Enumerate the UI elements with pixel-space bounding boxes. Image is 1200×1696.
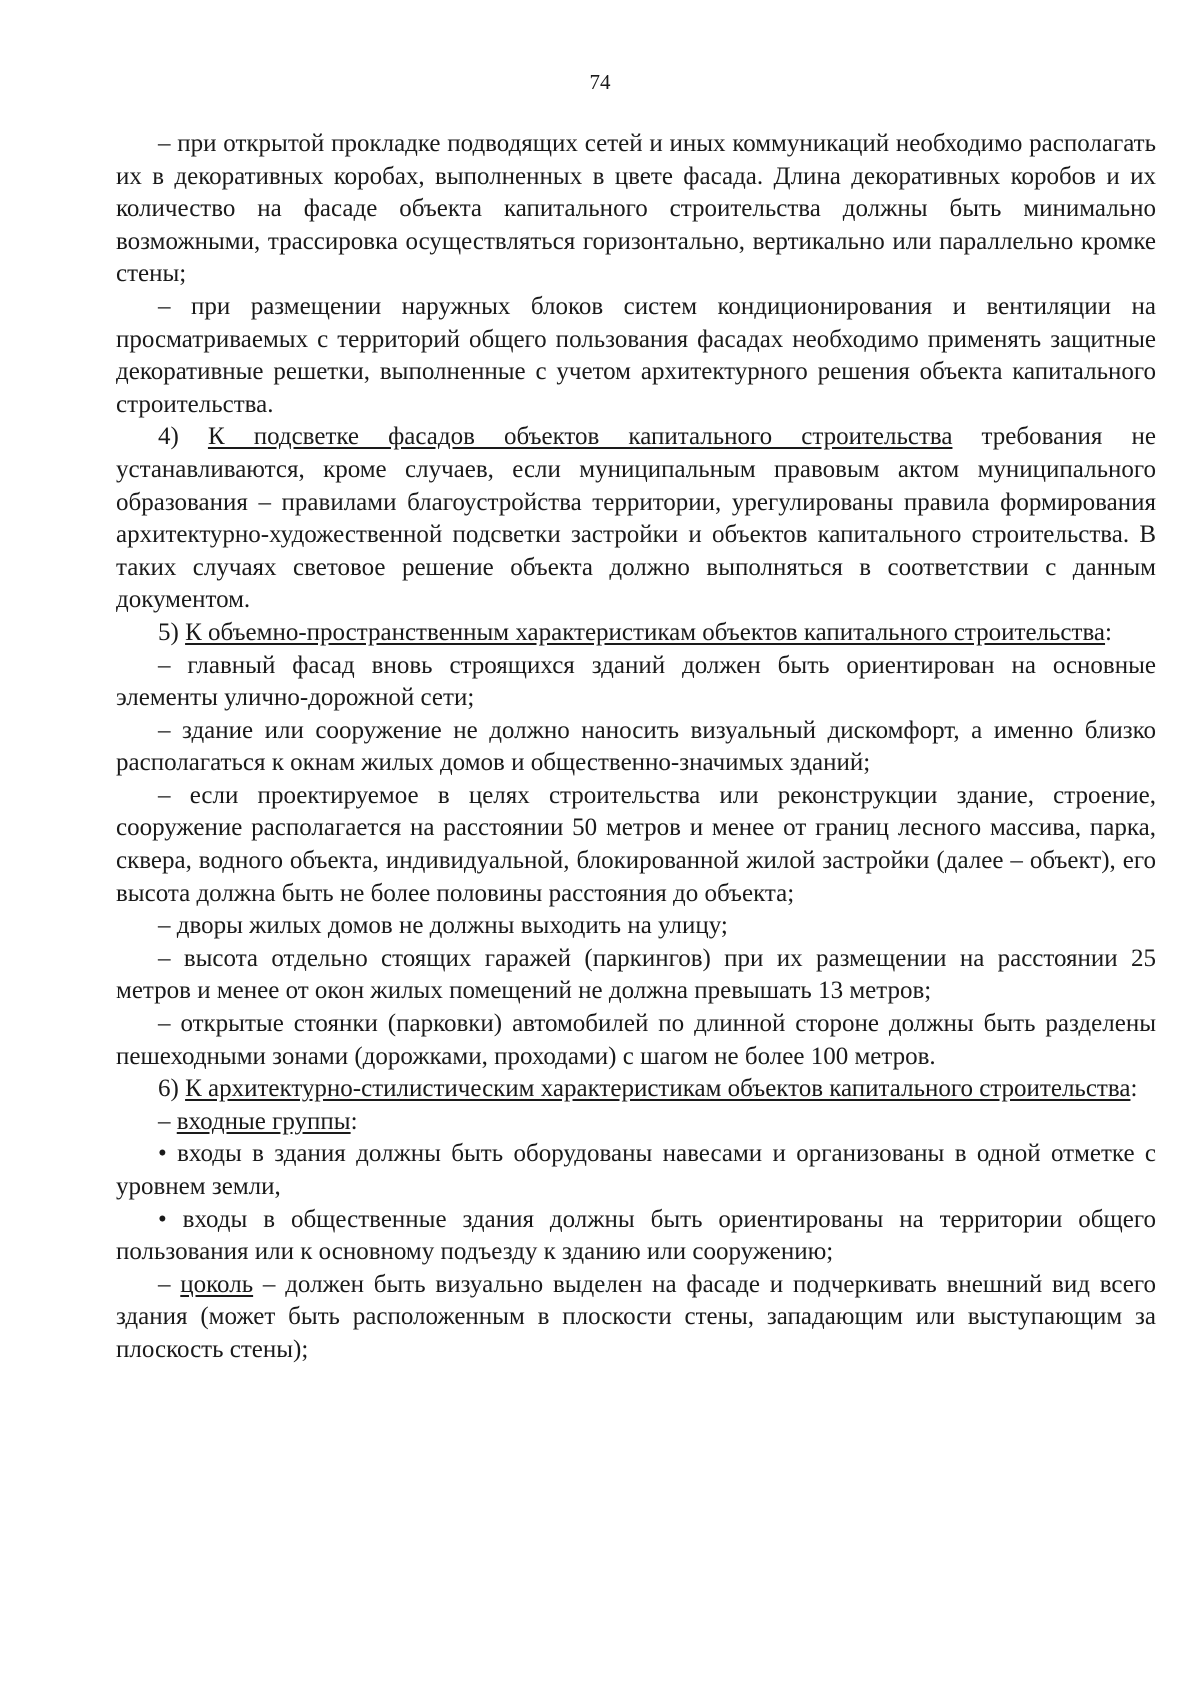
document-body [116, 128, 1156, 1367]
item-number: 6) [158, 1075, 186, 1103]
paragraph: – открытые стоянки (парковки) автомобилей по длинной стороне должны быть разделены пешеходными зонами (дорожками, проходами) с шагом не более 100 метров. [116, 1010, 1156, 1070]
page-number: 74 [589, 70, 611, 94]
paragraph: – при открытой прокладке подводящих сетей и иных коммуникаций необходимо располагать их в декоративных коробах, выполненных в цвете фасада. Длина декоративных коробов и их количество на фасаде объекта капитального строительства должны быть минимально возможными, трассировка осуществляться горизонтально, вертикально или параллельно кромке стены; [116, 130, 1156, 288]
section-heading: К архитектурно-стилистическим характеристикам объектов капитального строительства [185, 1075, 1131, 1103]
paragraph: – главный фасад вновь строящихся зданий должен быть ориентирован на основные элементы улично-дорожной сети; [116, 651, 1156, 712]
list-dash: – [158, 1270, 181, 1298]
paragraph [116, 1106, 1156, 1139]
item-number: 5) [158, 618, 186, 646]
item-number: 4) [158, 423, 208, 451]
paragraph-text: требования не устанавливаются, кроме случаев, если муниципальным правовым актом муниципального образования – правилами благоустройства территории, урегулированы правила формирования архитектурно-художественной подсветки застройки и объектов капитального строительства. В таких случаях световое решение объекта должно выполняться в соответствии с данным документом. [116, 423, 1156, 614]
section-heading: К объемно-пространственным характеристикам объектов капитального строительства [185, 618, 1106, 646]
bullet-item: • входы в здания должны быть оборудованы навесами и организованы в одной отметке с уровнем земли, [116, 1140, 1156, 1200]
paragraph [116, 617, 1156, 650]
list-dash: – [158, 1107, 177, 1135]
subsection-heading: цоколь [180, 1270, 254, 1298]
paragraph: – если проектируемое в целях строительства или реконструкции здание, строение, сооружение располагается на расстоянии 50 метров и менее от границ лесного массива, парка, сквера, водного объекта, индивидуальной, блокированной жилой застройки (далее – объект), его высота должна быть не более половины расстояния до объекта; [116, 781, 1156, 907]
paragraph [116, 1073, 1156, 1106]
paragraph: – здание или сооружение не должно наносить визуальный дискомфорт, а именно близко располагаться к окнам жилых домов и общественно-значимых зданий; [116, 716, 1156, 777]
paragraph: – высота отдельно стоящих гаражей (паркингов) при их размещении на расстоянии 25 метров и менее от окон жилых помещений не должна превышать 13 метров; [116, 944, 1156, 1005]
paragraph [116, 421, 1156, 617]
bullet-item: • входы в общественные здания должны быть ориентированы на территории общего пользования или к основному подъезду к зданию или сооружению; [116, 1205, 1156, 1266]
paragraph [116, 1269, 1156, 1367]
paragraph: – при размещении наружных блоков систем кондиционирования и вентиляции на просматриваемых с территорий общего пользования фасадах необходимо применять защитные декоративные решетки, выполненные с учетом архитектурного решения объекта капитального строительства. [116, 292, 1156, 418]
paragraph-text: : [350, 1107, 358, 1135]
subsection-heading: входные группы [176, 1107, 351, 1135]
paragraph-text: : [1130, 1075, 1138, 1103]
section-heading: К подсветке фасадов объектов капитального строительства [207, 423, 953, 451]
paragraph: – дворы жилых домов не должны выходить на улицу; [158, 912, 728, 940]
paragraph-text: : [1105, 618, 1112, 646]
paragraph-text: – должен быть визуально выделен на фасаде и подчеркивать внешний вид всего здания (может быть расположенным в плоскости стены, западающим или выступающим за плоскость стены); [116, 1270, 1156, 1363]
